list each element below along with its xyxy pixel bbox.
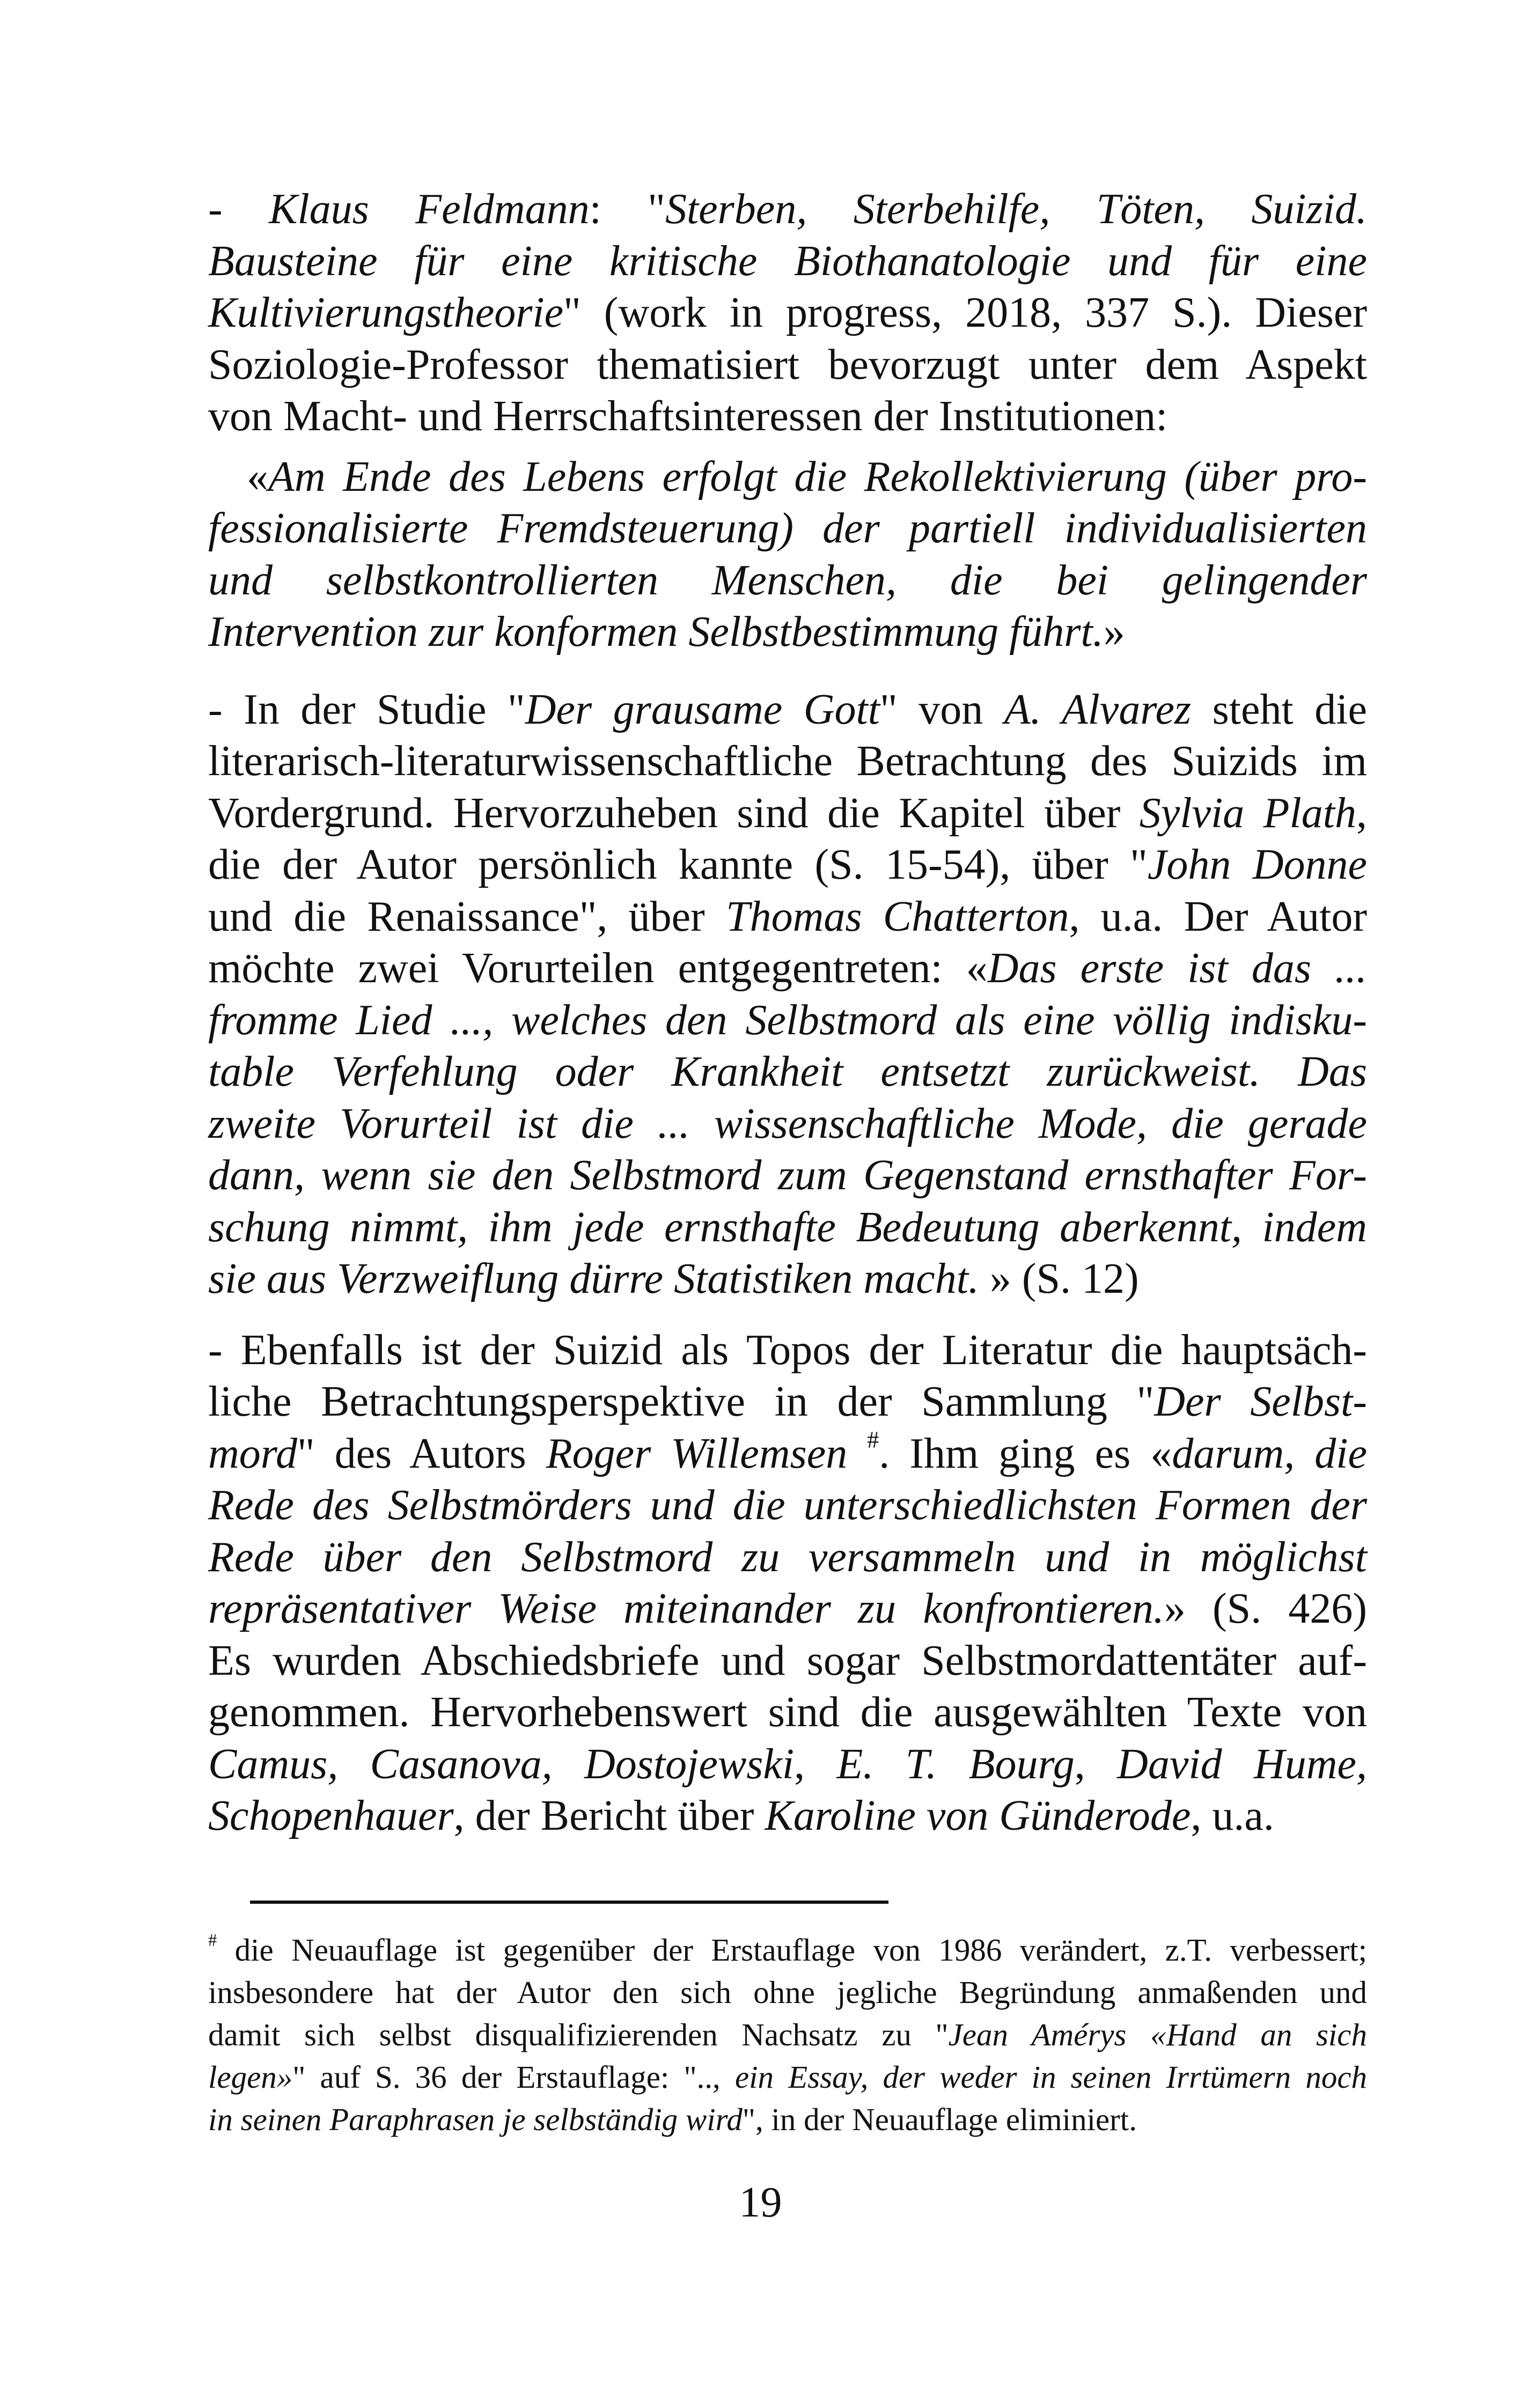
footnote-line: # die Neuauflage ist gegenüber der Erstauflage von 1986 verändert, z.T. verbessert; [208,1931,1367,1968]
text-line: mord" des Autors Roger Willemsen #. Ihm ging es «darum, die [208,1426,1368,1477]
text-line: Soziologie-Professor thematisiert bevorzugt unter dem Aspekt [208,341,1367,388]
quote-line: Intervention zur konformen Selbstbestimmung führt.» [208,608,1125,656]
footnote-line: damit sich selbst disqualifizierenden Nachsatz zu "Jean Amérys «Hand an sich [208,2017,1367,2052]
text-line: Bausteine für eine kritische Biothanatologie und für eine [208,237,1367,285]
text-line: Schopenhauer, der Bericht über Karoline von Günderode, u.a. [208,1792,1274,1839]
footnote-marker: # [208,1931,217,1950]
text-line: - In der Studie "Der grausame Gott" von A. Alvarez steht die [208,686,1368,733]
text-line: liche Betrachtungsperspektive in der Sammlung "Der Selbst- [208,1378,1367,1425]
text-line: Camus, Casanova, Dostojewski, E. T. Bourg, David Hume, [208,1740,1367,1788]
text-line: zweite Vorurteil ist die ... wissenschaftliche Mode, die gerade [208,1100,1367,1147]
text-line: genommen. Hervorhebenswert sind die ausgewählten Texte von [208,1689,1367,1736]
text-line: die der Autor persönlich kannte (S. 15-54), über "John Donne [208,841,1367,888]
footnote-marker: # [867,1426,879,1453]
page-number: 19 [739,2179,782,2226]
footnote-line: in seinen Paraphrasen je selbständig wird", in der Neuauflage eliminiert. [208,2102,1137,2137]
text-line: - Klaus Feldmann: "Sterben, Sterbehilfe, Töten, Suizid. [208,186,1367,233]
footnote-line: legen»" auf S. 36 der Erstauflage: ".., ein Essay, der weder in seinen Irrtümern noch [208,2059,1368,2095]
text-line: table Verfehlung oder Krankheit entsetzt zurückweist. Das [208,1048,1367,1095]
text-line: und die Renaissance", über Thomas Chatterton, u.a. Der Autor [208,893,1367,940]
quote-line: «Am Ende des Lebens erfolgt die Rekollektivierung (über pro- [247,453,1367,500]
text-line: Es wurden Abschiedsbriefe und sogar Selbstmordattentäter auf- [208,1637,1367,1684]
text-line: Rede über den Selbstmord zu versammeln und in möglichst [208,1533,1367,1581]
text-line: schung nimmt, ihm jede ernsthafte Bedeutung aberkennt, indem [208,1203,1367,1251]
quote-line: und selbstkontrollierten Menschen, die bei gelingender [208,556,1367,604]
footnote-line: insbesondere hat der Autor den sich ohne jegliche Begründung anmaßenden und [208,1975,1367,2010]
text-line: sie aus Verzweiflung dürre Statistiken macht. » (S. 12) [208,1255,1139,1302]
footnote [208,1929,1367,2141]
footnote-separator [250,1901,888,1904]
text-line: Kultivierungstheorie" (work in progress, 2018, 337 S.). Dieser [208,289,1367,336]
text-line: repräsentativer Weise miteinander zu konfrontieren.» (S. 426) [208,1585,1367,1632]
main-text [208,183,1367,1842]
text-line: dann, wenn sie den Selbstmord zum Gegenstand ernsthafter For- [208,1152,1367,1199]
text-line: fromme Lied ..., welches den Selbstmord als eine völlig indisku- [208,996,1367,1044]
text-line: - Ebenfalls ist der Suizid als Topos der Literatur die hauptsäch- [208,1326,1367,1374]
text-line: Rede des Selbstmörders und die unterschiedlichsten Formen der [208,1482,1367,1529]
text-line: Vordergrund. Hervorzuheben sind die Kapitel über Sylvia Plath, [208,789,1367,837]
quote-line: fessionalisierte Fremdsteuerung) der partiell individualisierten [208,505,1367,552]
text-line: von Macht- und Herrschaftsinteressen der Institutionen: [208,393,1168,440]
text-line: möchte zwei Vorurteilen entgegentreten: «Das erste ist das ... [208,945,1367,992]
text-line: literarisch-literaturwissenschaftliche Betrachtung des Suizids im [208,738,1367,785]
